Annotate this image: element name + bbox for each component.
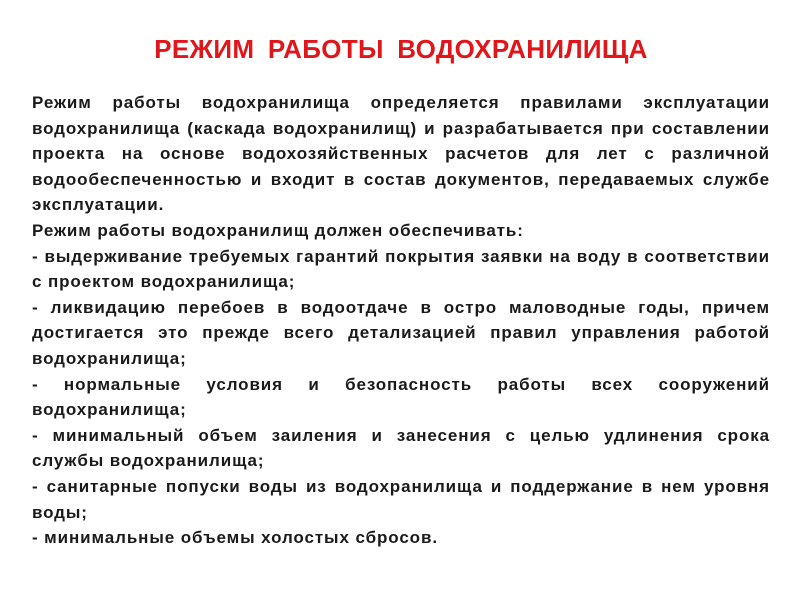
requirement-item: - ликвидацию перебоев в водоотдаче в остро маловодные годы, причем достигается это прежде всего детализацией правил управления работой водохранилища; (32, 297, 770, 368)
requirement-item: - санитарные попуски воды из водохранилища и поддержание в нем уровня воды; (32, 476, 770, 522)
requirement-item: - минимальные объемы холостых сбросов. (32, 528, 438, 548)
requirement-item: - минимальный объем заиления и занесения с целью удлинения срока службы водохранилища; (32, 425, 770, 471)
intro-paragraph: Режим работы водохранилища определяется правилами эксплуатации водохранилища (каскада водохранилищ) и разрабатывается при составлении проекта на основе водохозяйственных расчетов для лет с различной водообеспеченностью и входит в состав документов, передаваемых службе эксплуатации. (32, 93, 770, 215)
requirements-heading: Режим работы водохранилищ должен обеспечивать: (32, 220, 524, 240)
slide-title: РЕЖИМ РАБОТЫ ВОДОХРАНИЛИЩА (154, 34, 648, 64)
slide-body (32, 90, 770, 551)
requirement-item: - выдерживание требуемых гарантий покрытия заявки на воду в соответствии с проектом водохранилища; (32, 246, 770, 292)
requirement-item: - нормальные условия и безопасность работы всех сооружений водохранилища; (32, 374, 770, 420)
